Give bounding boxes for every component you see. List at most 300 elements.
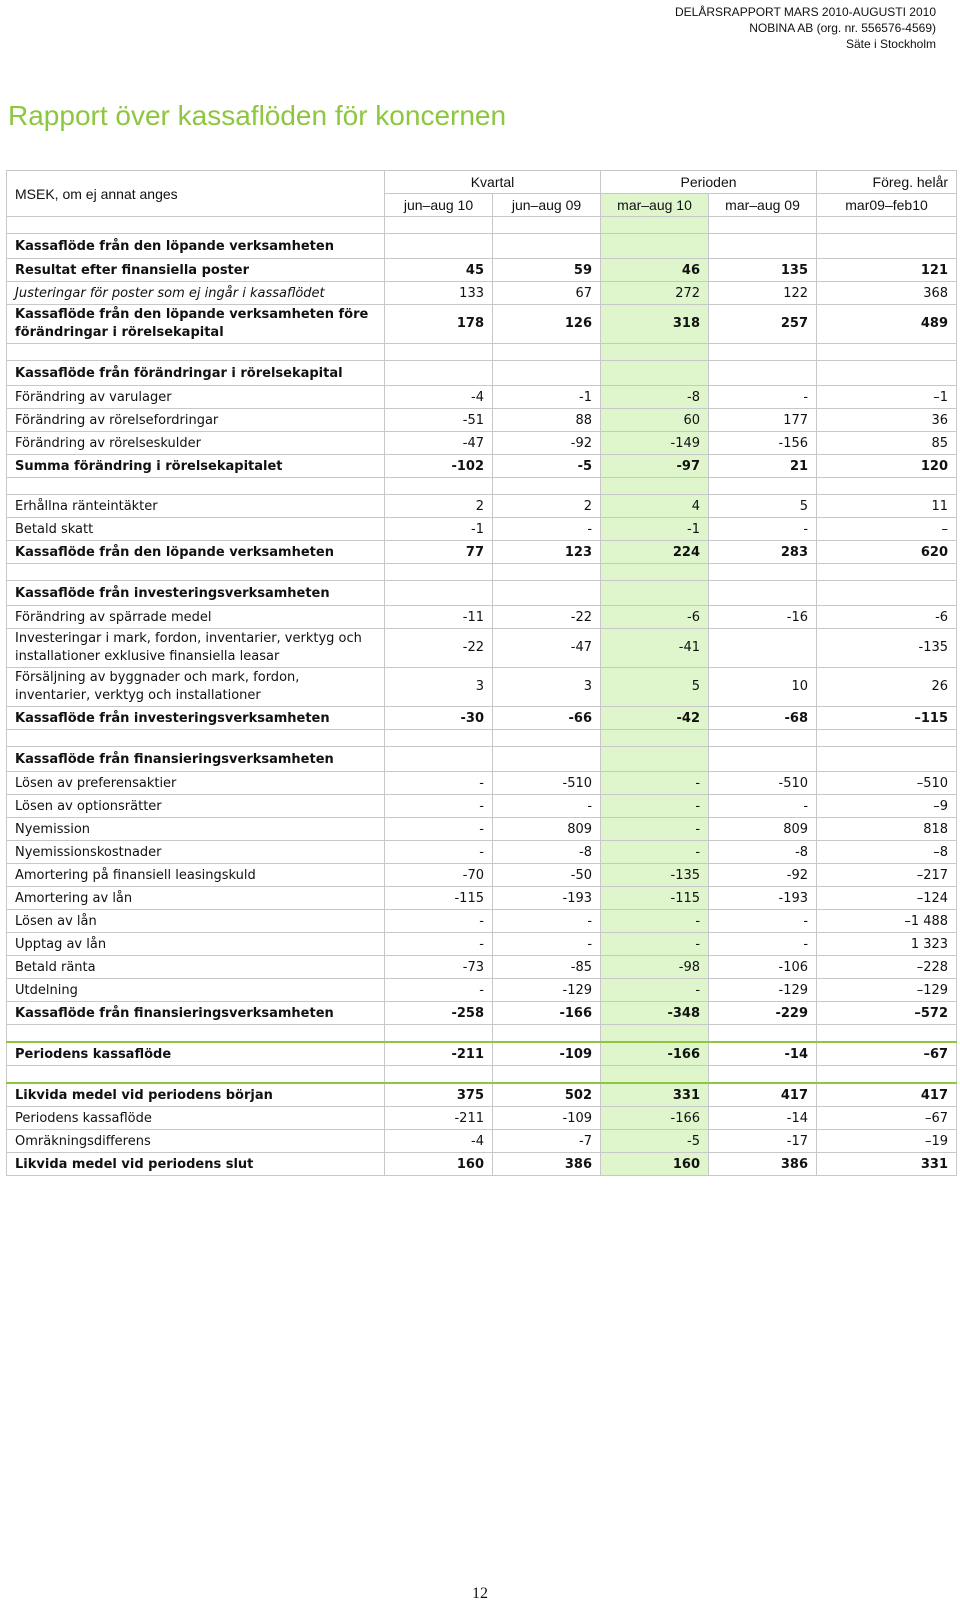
table-header-groups [7,171,957,194]
cell-value: - [601,979,709,1002]
table-row [7,409,957,432]
row-label: Kassaflöde från förändringar i rörelsekapital [7,361,385,386]
row-label: Nyemissionskostnader [7,841,385,864]
cell-value [601,344,709,361]
cell-value: –1 488 [817,910,957,933]
row-label: Amortering av lån [7,887,385,910]
cell-value: 120 [817,455,957,478]
cell-value: 331 [817,1153,957,1176]
row-label [7,1066,385,1084]
cell-value [601,234,709,259]
cell-value: –510 [817,772,957,795]
table-row [7,979,957,1002]
cell-value: 318 [601,305,709,344]
column-header: jun–aug 10 [385,194,493,217]
cell-value: 417 [817,1083,957,1107]
row-label: Amortering på finansiell leasingskuld [7,864,385,887]
cell-value: -85 [493,956,601,979]
table-row [7,668,957,707]
table-row [7,818,957,841]
cell-value: -30 [385,707,493,730]
cell-value [709,478,817,495]
cell-value: 809 [493,818,601,841]
cell-value: 122 [709,282,817,305]
cell-value [709,344,817,361]
row-label: Summa förändring i rörelsekapitalet [7,455,385,478]
row-label: Kassaflöde från finansieringsverksamheten [7,747,385,772]
table-row [7,282,957,305]
spacer-row [7,1066,957,1084]
row-label: Lösen av preferensaktier [7,772,385,795]
table-row [7,1083,957,1107]
cell-value: 59 [493,259,601,282]
table-row [7,495,957,518]
cell-value: 88 [493,409,601,432]
cell-value [709,730,817,747]
cell-value [385,478,493,495]
cell-value: -51 [385,409,493,432]
cell-value [709,747,817,772]
cell-value: –124 [817,887,957,910]
cell-value: -4 [385,1130,493,1153]
cell-value: 1 323 [817,933,957,956]
cell-value: -97 [601,455,709,478]
cell-value: -1 [601,518,709,541]
row-label [7,564,385,581]
row-label: Utdelning [7,979,385,1002]
cell-value: 85 [817,432,957,455]
row-label [7,217,385,234]
row-label: Betald ränta [7,956,385,979]
cell-value: -6 [601,606,709,629]
cell-value [385,1025,493,1043]
cell-value: 160 [385,1153,493,1176]
table-row [7,1107,957,1130]
section-heading-row [7,747,957,772]
table-row [7,386,957,409]
cell-value: - [709,795,817,818]
cell-value: - [601,772,709,795]
cell-value: - [385,979,493,1002]
cell-value [385,564,493,581]
cell-value: 121 [817,259,957,282]
table-row [7,518,957,541]
table-row [7,887,957,910]
cell-value: -66 [493,707,601,730]
cell-value [493,564,601,581]
row-label: Förändring av spärrade medel [7,606,385,629]
cell-value: 489 [817,305,957,344]
cell-value [601,730,709,747]
cell-value: 46 [601,259,709,282]
cell-value: -14 [709,1042,817,1066]
cell-value: 4 [601,495,709,518]
row-label: Kassaflöde från investeringsverksamheten [7,581,385,606]
cell-value [385,1066,493,1084]
cell-value: 177 [709,409,817,432]
row-label: Periodens kassaflöde [7,1107,385,1130]
cell-value [601,564,709,581]
table-row [7,1002,957,1025]
table-row [7,305,957,344]
cell-value: - [709,910,817,933]
cell-value: -11 [385,606,493,629]
cell-value: - [709,933,817,956]
cell-value: –19 [817,1130,957,1153]
cell-value [385,747,493,772]
cell-value: -70 [385,864,493,887]
cell-value [709,629,817,668]
cell-value: -115 [601,887,709,910]
table-row [7,933,957,956]
cell-value [385,730,493,747]
cell-value: 21 [709,455,817,478]
cell-value: - [601,933,709,956]
table-row [7,606,957,629]
cell-value: -193 [493,887,601,910]
cell-value: -193 [709,887,817,910]
row-label: Periodens kassaflöde [7,1042,385,1066]
cell-value [385,217,493,234]
cell-value [493,217,601,234]
cell-value: -166 [493,1002,601,1025]
cell-value: -68 [709,707,817,730]
cell-value: 3 [385,668,493,707]
cell-value: 375 [385,1083,493,1107]
cell-value [817,730,957,747]
cell-value: -98 [601,956,709,979]
page-number: 12 [472,1585,488,1602]
cell-value: - [601,818,709,841]
cell-value: -8 [709,841,817,864]
cell-value [601,747,709,772]
table-row [7,432,957,455]
cell-value: 10 [709,668,817,707]
cell-value: –228 [817,956,957,979]
cell-value: - [601,910,709,933]
row-label: Kassaflöde från den löpande verksamheten före förändringar i rörelsekapital [7,305,385,344]
cell-value: -5 [493,455,601,478]
cell-value: - [385,841,493,864]
table-row [7,1042,957,1066]
cell-value [601,1025,709,1043]
cell-value: -211 [385,1107,493,1130]
cell-value: 26 [817,668,957,707]
cell-value: –8 [817,841,957,864]
cell-value: -17 [709,1130,817,1153]
cell-value: -22 [493,606,601,629]
cell-value: - [385,772,493,795]
cell-value [493,1025,601,1043]
table-row [7,864,957,887]
cell-value: 283 [709,541,817,564]
row-label: Omräkningsdifferens [7,1130,385,1153]
cell-value: -92 [493,432,601,455]
cell-value: - [493,933,601,956]
cell-value: 386 [709,1153,817,1176]
cell-value: 272 [601,282,709,305]
cell-value: 123 [493,541,601,564]
cell-value: -47 [385,432,493,455]
cell-value: 386 [493,1153,601,1176]
row-label: Nyemission [7,818,385,841]
cell-value: - [493,518,601,541]
cell-value: –115 [817,707,957,730]
cell-value [601,361,709,386]
cell-value [385,361,493,386]
row-label: Försäljning av byggnader och mark, fordon, inventarier, verktyg och installationer [7,668,385,707]
cell-value: -1 [493,386,601,409]
cell-value [709,1066,817,1084]
cell-value: 133 [385,282,493,305]
cell-value: –1 [817,386,957,409]
cell-value: -109 [493,1042,601,1066]
cell-value: 417 [709,1083,817,1107]
cell-value: 77 [385,541,493,564]
cell-value: 67 [493,282,601,305]
column-header: mar–aug 09 [709,194,817,217]
cell-value [709,581,817,606]
table-row [7,707,957,730]
table-row [7,541,957,564]
spacer-row [7,478,957,495]
row-label: Förändring av rörelseskulder [7,432,385,455]
cell-value [817,478,957,495]
table-row [7,1153,957,1176]
cell-value: 3 [493,668,601,707]
cell-value: -7 [493,1130,601,1153]
cell-value: 2 [385,495,493,518]
cell-value [817,1025,957,1043]
row-label: Likvida medel vid periodens slut [7,1153,385,1176]
cell-value: 178 [385,305,493,344]
section-heading-row [7,361,957,386]
cell-value [493,730,601,747]
cell-value [493,747,601,772]
cell-value: 224 [601,541,709,564]
cell-value: -258 [385,1002,493,1025]
spacer-row [7,344,957,361]
cell-value: -22 [385,629,493,668]
unit-label: MSEK, om ej annat anges [7,171,385,217]
cell-value: - [385,795,493,818]
report-header-line3: Säte i Stockholm [845,37,936,51]
cell-value: -135 [601,864,709,887]
cell-value: -166 [601,1042,709,1066]
cell-value [817,344,957,361]
cell-value: -50 [493,864,601,887]
row-label: Kassaflöde från den löpande verksamheten [7,234,385,259]
cell-value [493,478,601,495]
cell-value [817,361,957,386]
cell-value [601,581,709,606]
cell-value [817,217,957,234]
column-header: mar–aug 10 [601,194,709,217]
cell-value: -8 [493,841,601,864]
row-label: Justeringar för poster som ej ingår i kassaflödet [7,282,385,305]
cell-value: –129 [817,979,957,1002]
cell-value: -102 [385,455,493,478]
cell-value: - [493,795,601,818]
cell-value [493,344,601,361]
cell-value: -4 [385,386,493,409]
cell-value [817,234,957,259]
row-label [7,478,385,495]
cell-value: -106 [709,956,817,979]
report-header-line1: DELÅRSRAPPORT MARS 2010-AUGUSTI 2010 [675,5,936,19]
cell-value [817,747,957,772]
row-label [7,344,385,361]
cell-value: -510 [709,772,817,795]
cell-value: -229 [709,1002,817,1025]
table-row [7,772,957,795]
cell-value: –67 [817,1107,957,1130]
row-label [7,730,385,747]
table-row [7,629,957,668]
cell-value: -1 [385,518,493,541]
group-header-prev-year: Föreg. helår [817,171,957,194]
cell-value: -5 [601,1130,709,1153]
cell-value: -129 [493,979,601,1002]
cell-value [709,234,817,259]
cell-value: -109 [493,1107,601,1130]
cell-value: –67 [817,1042,957,1066]
cell-value: - [601,841,709,864]
row-label: Betald skatt [7,518,385,541]
cell-value [709,564,817,581]
cell-value [601,1066,709,1084]
row-label: Investeringar i mark, fordon, inventarier, verktyg och installationer exklusive finansiella leasar [7,629,385,668]
cell-value: –572 [817,1002,957,1025]
table-row [7,910,957,933]
cell-value [493,361,601,386]
cell-value: 368 [817,282,957,305]
row-label: Kassaflöde från investeringsverksamheten [7,707,385,730]
cell-value: 45 [385,259,493,282]
cell-value [493,581,601,606]
cell-value [385,234,493,259]
cell-value [385,344,493,361]
cell-value: - [385,933,493,956]
row-label: Lösen av lån [7,910,385,933]
row-label: Förändring av rörelsefordringar [7,409,385,432]
cell-value [817,1066,957,1084]
spacer-row [7,217,957,234]
row-label: Förändring av varulager [7,386,385,409]
cell-value: - [385,818,493,841]
cell-value: - [709,386,817,409]
cell-value: -166 [601,1107,709,1130]
cell-value: -129 [709,979,817,1002]
table-row [7,259,957,282]
table-row [7,1130,957,1153]
row-label: Upptag av lån [7,933,385,956]
cell-value: -42 [601,707,709,730]
cell-value: -156 [709,432,817,455]
cell-value: - [385,910,493,933]
cell-value: – [817,518,957,541]
page-title: Rapport över kassaflöden för koncernen [8,100,507,131]
spacer-row [7,730,957,747]
cell-value: - [601,795,709,818]
cell-value: 135 [709,259,817,282]
table-row [7,455,957,478]
cell-value [493,1066,601,1084]
spacer-row [7,564,957,581]
column-header: mar09–feb10 [817,194,957,217]
cell-value: -41 [601,629,709,668]
table-row [7,956,957,979]
cell-value: –9 [817,795,957,818]
cell-value [817,581,957,606]
cell-value [709,217,817,234]
row-label: Resultat efter finansiella poster [7,259,385,282]
cell-value: -510 [493,772,601,795]
cell-value: -14 [709,1107,817,1130]
cell-value: -6 [817,606,957,629]
cell-value: -73 [385,956,493,979]
cell-value [817,564,957,581]
cell-value: 502 [493,1083,601,1107]
row-label: Likvida medel vid periodens början [7,1083,385,1107]
cell-value: - [493,910,601,933]
cell-value: 818 [817,818,957,841]
cell-value: 160 [601,1153,709,1176]
cell-value: -135 [817,629,957,668]
cell-value [709,361,817,386]
cell-value: 2 [493,495,601,518]
cell-value: -211 [385,1042,493,1066]
report-header [675,4,936,52]
row-label: Kassaflöde från finansieringsverksamheten [7,1002,385,1025]
cell-value: 60 [601,409,709,432]
row-label: Lösen av optionsrätter [7,795,385,818]
cash-flow-table [6,170,957,1176]
cell-value: -149 [601,432,709,455]
cell-value: -8 [601,386,709,409]
cell-value [601,478,709,495]
cell-value: 5 [601,668,709,707]
section-heading-row [7,234,957,259]
cell-value: 809 [709,818,817,841]
cell-value: –217 [817,864,957,887]
cell-value: -16 [709,606,817,629]
cell-value: -47 [493,629,601,668]
cell-value: - [709,518,817,541]
cell-value: 5 [709,495,817,518]
row-label [7,1025,385,1043]
cell-value: 257 [709,305,817,344]
cell-value: 11 [817,495,957,518]
cell-value: 331 [601,1083,709,1107]
section-heading-row [7,581,957,606]
row-label: Erhållna ränteintäkter [7,495,385,518]
cell-value: -115 [385,887,493,910]
cell-value [601,217,709,234]
spacer-row [7,1025,957,1043]
cell-value: 126 [493,305,601,344]
column-header: jun–aug 09 [493,194,601,217]
cell-value: 620 [817,541,957,564]
cell-value [709,1025,817,1043]
cell-value [385,581,493,606]
cell-value: -348 [601,1002,709,1025]
report-header-line2: NOBINA AB (org. nr. 556576-4569) [749,21,936,35]
table-row [7,841,957,864]
row-label: Kassaflöde från den löpande verksamheten [7,541,385,564]
table-row [7,795,957,818]
group-header-period: Perioden [601,171,817,194]
